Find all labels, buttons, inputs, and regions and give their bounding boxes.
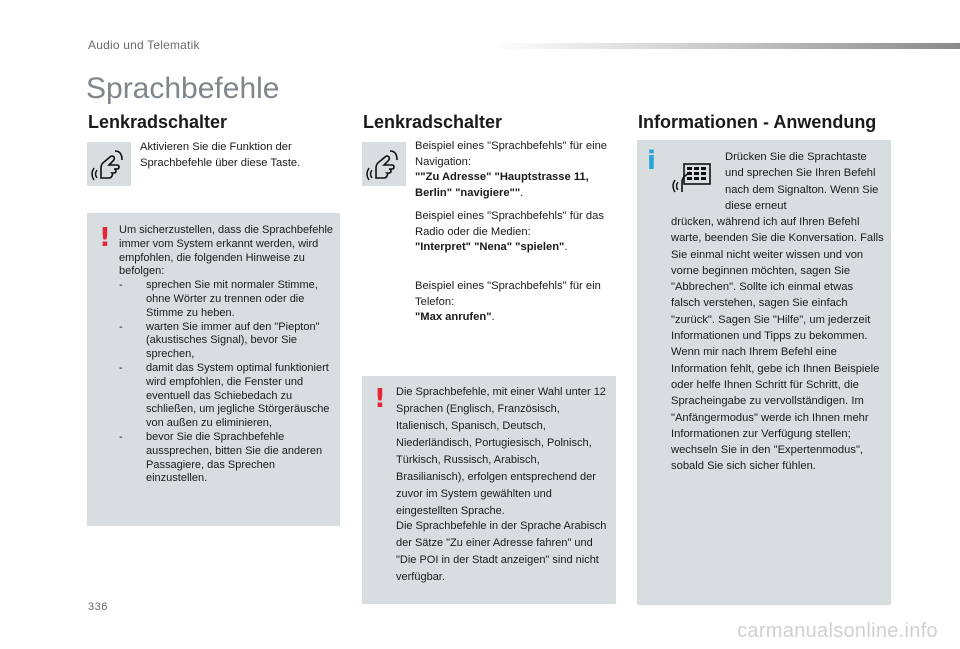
col2-warning-p1: Die Sprachbefehle, mit einer Wahl unter 12 Sprachen (Englisch, Französisch, Italienisch, Spanisch, Deutsch, Niederländisch, Portugiesisch, Polnisch, Türkisch, Russisch, Arabisch, Brasilianisch), erfolgen entsprechend der zuvor im System gewählten und eingestellten Sprache. [396, 386, 606, 517]
example-text: Beispiel eines "Sprachbefehls" für eine Navigation: [415, 140, 608, 168]
col1-heading: Lenkradschalter [88, 112, 228, 132]
touchscreen-voice-hand-icon [670, 152, 714, 196]
example-command: "Max anrufen" [415, 311, 492, 324]
list-item [119, 279, 333, 320]
col1-warning-box [87, 213, 340, 526]
col2-heading: Lenkradschalter [363, 112, 503, 132]
col3-info-box [637, 140, 891, 605]
col1-intro: Aktivieren Sie die Funktion der Sprachbefehle über diese Taste. [140, 141, 301, 169]
list-item-text: sprechen Sie mit normaler Stimme, ohne Wörter zu trennen oder die Stimme zu heben. [146, 279, 318, 319]
example-phone [415, 279, 610, 326]
list-item-text: damit das System optimal funktioniert wird empfohlen, die Fenster und eventuell das Schiebedach zu schließen, um jegliche Störgeräusche von außen zu eliminieren, [146, 361, 330, 430]
watermark: carmanualsonline.info [737, 620, 938, 642]
col2-warning-box [362, 376, 616, 604]
list-item [119, 362, 333, 431]
example-end: . [564, 241, 568, 254]
page-title: Sprachbefehle [86, 72, 280, 105]
example-radio [415, 209, 610, 256]
example-end: . [520, 186, 524, 199]
example-text: Beispiel eines "Sprachbefehls" für das Radio oder die Medien: [415, 210, 604, 238]
list-item-text: bevor Sie die Sprachbefehle aussprechen, bitten Sie die anderen Passagiere, das Sprechen einzustellen. [146, 430, 323, 485]
example-command: ""Zu Adresse" "Hauptstrasse 11, Berlin" "navigiere"" [415, 171, 589, 199]
info-lead: Drücken Sie die Sprachtaste und sprechen Sie Ihren Befehl nach dem Signalton. Wenn Sie diese erneut [725, 151, 879, 212]
list-item [119, 431, 333, 486]
voice-command-hand-icon [362, 142, 406, 186]
col1-warning-content [119, 224, 333, 486]
info-icon: i [647, 146, 656, 176]
list-dash: - [119, 279, 123, 292]
list-dash: - [119, 430, 123, 443]
list-item [119, 321, 333, 362]
page-number: 336 [88, 601, 108, 613]
col1-warning-intro: Um sicherzustellen, dass die Sprachbefehle immer vom System erkannt werden, wird empfohlen, die folgenden Hinweise zu befolgen: [119, 224, 334, 278]
list-dash: - [119, 320, 123, 333]
list-dash: - [119, 361, 123, 374]
warning-icon: ! [99, 223, 111, 253]
col2-warning-p2: Die Sprachbefehle in der Sprache Arabisch der Sätze "Zu einer Adresse fahren" und "Die POI in der Stadt anzeigen" sind nicht verfügbar. [396, 520, 607, 583]
example-text: Beispiel eines "Sprachbefehls" für ein Telefon: [415, 280, 601, 308]
section-label: Audio und Telematik [88, 38, 200, 52]
list-item-text: warten Sie immer auf den "Piepton" (akustisches Signal), bevor Sie sprechen, [146, 320, 320, 361]
voice-command-hand-icon [87, 142, 131, 186]
info-body: drücken, während ich auf Ihren Befehl warte, beenden Sie die Konversation. Falls Sie einmal nicht weiter wissen und von vorne beginnen möchten, sagen Sie "Abbrechen". Sollte ich einmal etwas falsch verstehen, sagen Sie einfach "zurück". Sagen Sie "Hilfe", um jederzeit Informationen und Tipps zu bekommen. Wenn mir nach Ihrem Befehl eine Information fehlt, gebe ich Ihnen Beispiele oder helfe Ihnen Schritt für Schritt, die Spracheingabe zu vervollständigen. Im "Anfängermodus" werde ich Ihnen mehr Informationen zur Verfügung stellen; wechseln Sie in den "Expertenmodus", sobald Sie sich sicher fühlen. [671, 216, 884, 473]
example-navigation [415, 139, 610, 201]
example-end: . [491, 311, 495, 324]
header-bar [490, 43, 960, 49]
example-command: "Interpret" "Nena" "spielen" [415, 241, 565, 254]
warning-icon: ! [374, 384, 386, 414]
col3-heading: Informationen - Anwendung [638, 112, 877, 132]
